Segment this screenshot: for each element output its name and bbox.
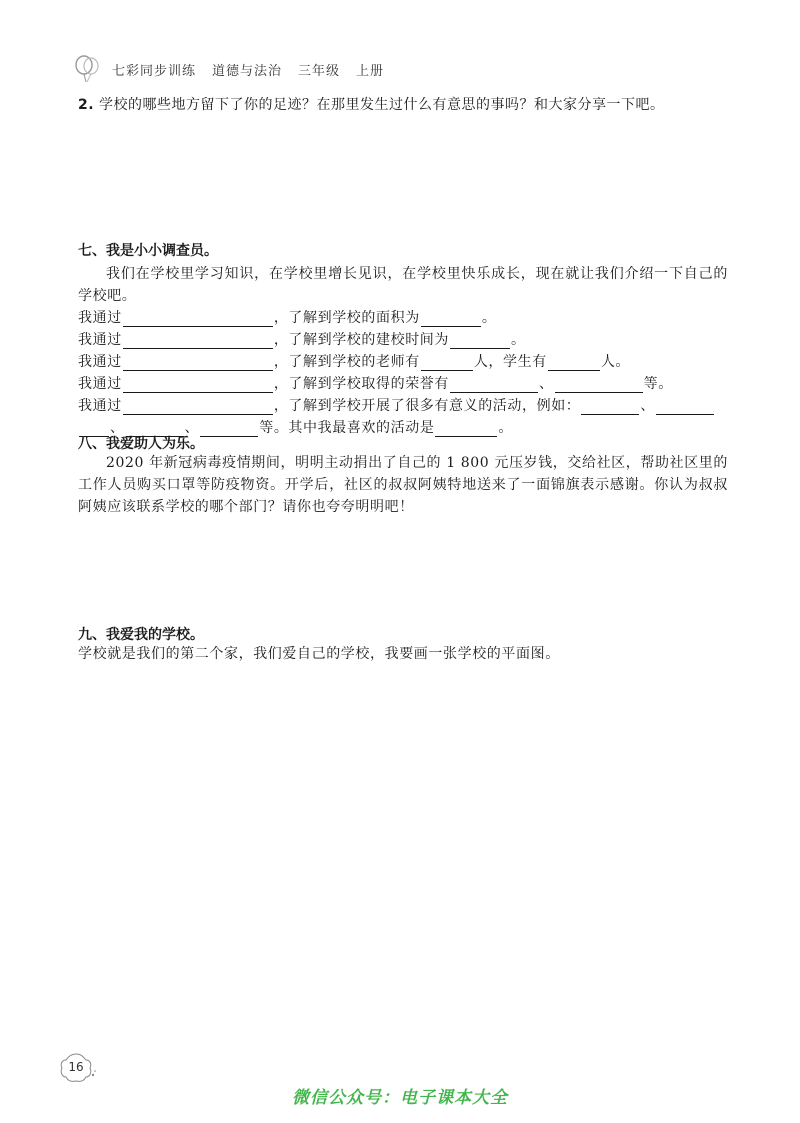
row-prefix: 我通过 — [78, 376, 122, 392]
row-prefix: 我通过 — [78, 398, 122, 414]
method-blank[interactable] — [123, 398, 273, 415]
page-number: 16 — [68, 1060, 84, 1074]
method-blank[interactable] — [123, 354, 273, 371]
row-text: ，了解到学校开展了很多有意义的活动，例如： — [273, 398, 581, 414]
method-blank[interactable] — [123, 332, 273, 349]
section-8-title: 八、我爱助人为乐。 — [78, 436, 204, 452]
header-subject: 道德与法治 — [212, 63, 283, 79]
activity-blank-4[interactable] — [200, 420, 258, 437]
row-text: ，了解到学校的老师有 — [273, 354, 420, 370]
section-9-title: 九、我爱我的学校。 — [78, 627, 204, 643]
row-text: ，了解到学校取得的荣誉有 — [273, 376, 450, 392]
activity-blank-1[interactable] — [581, 398, 639, 415]
row-text: 人，学生有 — [473, 354, 547, 370]
survey-row-2 — [78, 327, 526, 349]
survey-row-1 — [78, 305, 496, 327]
favorite-activity-blank[interactable] — [435, 420, 497, 437]
watermark-text: 微信公众号：电子课本大全 — [292, 1088, 508, 1108]
row-separator: 、 — [539, 376, 554, 392]
row-text: ，了解到学校的面积为 — [273, 310, 420, 326]
header-series: 七彩同步训练 — [112, 63, 197, 79]
row-text: 等。其中我最喜欢的活动是 — [259, 420, 435, 436]
row-prefix: 我通过 — [78, 354, 122, 370]
section-7-intro: 我们在学校里学习知识，在学校里增长见识，在学校里快乐成长，现在就让我们介绍一下自己的学校吧。 — [78, 266, 728, 304]
founding-time-blank[interactable] — [450, 332, 510, 349]
question-2 — [78, 94, 665, 114]
header-volume: 上册 — [356, 63, 385, 79]
row-prefix: 我通过 — [78, 310, 122, 326]
page-number-badge — [60, 1052, 96, 1084]
row-separator: 、 — [640, 398, 656, 414]
survey-row-4 — [78, 371, 673, 393]
survey-row-3 — [78, 349, 630, 371]
area-blank[interactable] — [421, 310, 481, 327]
teacher-count-blank[interactable] — [421, 354, 473, 371]
activity-blank-2[interactable] — [656, 398, 714, 415]
row-end: 人。 — [600, 354, 631, 370]
method-blank[interactable] — [123, 310, 273, 327]
section-9-text: 学校就是我们的第二个家，我们爱自己的学校，我要画一张学校的平面图。 — [78, 646, 560, 662]
page-header — [72, 54, 400, 84]
row-prefix: 我通过 — [78, 332, 122, 348]
row-separator: 、 — [184, 420, 200, 436]
method-blank[interactable] — [123, 376, 273, 393]
question-text: 学校的哪些地方留下了你的足迹？在那里发生过什么有意思的事吗？和大家分享一下吧。 — [99, 97, 665, 113]
balloon-logo-icon — [72, 54, 102, 84]
row-end: 。 — [481, 310, 497, 326]
question-number: 2. — [78, 97, 95, 113]
row-separator: 、 — [110, 420, 125, 436]
honor-blank-1[interactable] — [450, 376, 538, 393]
honor-blank-2[interactable] — [555, 376, 643, 393]
row-text: ，了解到学校的建校时间为 — [273, 332, 450, 348]
student-count-blank[interactable] — [548, 354, 600, 371]
survey-row-5 — [78, 393, 715, 415]
row-end: 等。 — [643, 376, 673, 392]
row-end: 。 — [498, 420, 514, 436]
row-end: 。 — [511, 332, 526, 348]
section-7-title: 七、我是小小调查员。 — [78, 243, 218, 259]
header-grade: 三年级 — [298, 63, 341, 79]
section-8-text: 2020 年新冠病毒疫情期间，明明主动捐出了自己的 1 800 元压岁钱，交给社区，帮助社区里的工作人员购买口罩等防疫物资。开学后，社区的叔叔阿姨特地送来了一面锦旗表示感谢。你认为叔叔阿姨应该联系学校的哪个部门？请你也夸夸明明吧！ — [78, 455, 728, 515]
